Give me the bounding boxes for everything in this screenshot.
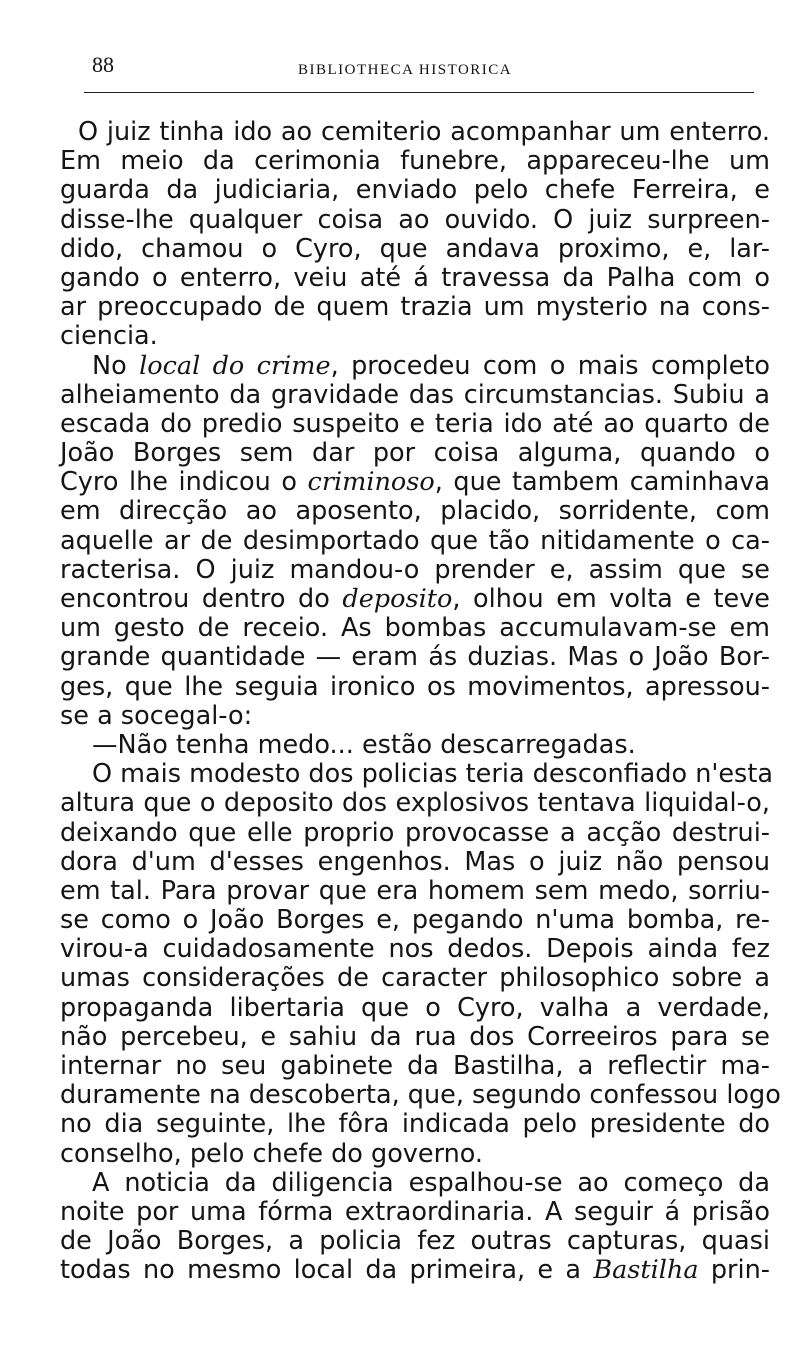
text-line: no dia seguinte, lhe fôra indicada pelo presidente do [60, 1109, 770, 1140]
text-line: João Borges sem dar por coisa alguma, quando o [60, 438, 770, 469]
text-span: prin- [698, 1255, 770, 1286]
italic-text: deposito [342, 584, 453, 614]
text-line: O juiz tinha ido ao cemiterio acompanhar um enterro. [78, 117, 770, 147]
text-line: não percebeu, e sahiu da rua dos Correeiros para se [60, 1021, 770, 1052]
text-line: aquelle ar de desimportado que tão nitidamente o ca- [60, 525, 770, 556]
text-line [60, 468, 770, 497]
text-line: em tal. Para provar que era homem sem medo, sorriu- [60, 875, 770, 906]
text-line: noite por uma fórma extraordinaria. A seguir á prisão [60, 1196, 770, 1227]
text-line: internar no seu gabinete da Bastilha, a reflectir ma- [60, 1051, 770, 1081]
text-line: dido, chamou o Cyro, que andava proximo, e, lar- [60, 233, 770, 264]
text-line [60, 585, 770, 614]
running-head: BIBLIOTHECA HISTORICA [298, 62, 513, 78]
text-line: escada do predio suspeito e teria ido até ao quarto de [60, 408, 770, 439]
paragraph-3 [60, 731, 770, 760]
paragraph-5 [60, 1169, 770, 1286]
text-span: Cyro lhe indicou o [60, 467, 308, 498]
text-line: virou-a cuidadosamente nos dedos. Depois ainda fez [60, 934, 770, 965]
paragraph-2 [60, 352, 770, 731]
text-line [60, 352, 770, 381]
text-line: propaganda libertaria que o Cyro, valha a verdade, [60, 992, 770, 1023]
text-line: se como o João Borges e, pegando n'uma bomba, re- [60, 905, 770, 936]
text-line: altura que o deposito dos explosivos tentava liquidal-o, [60, 788, 770, 819]
text-line: disse-lhe qualquer coisa ao ouvido. O juiz surpreen- [60, 204, 770, 235]
text-line: —Não tenha medo... estão descarregadas. [92, 729, 636, 760]
text-line: duramente na descoberta, que, segundo confessou logo [60, 1080, 781, 1111]
text-line: O mais modesto dos policias teria desconfiado n'esta [92, 759, 773, 790]
italic-text: Bastilha [593, 1255, 699, 1286]
paragraph-4 [60, 759, 781, 1169]
text-line: deixando que elle proprio provocasse a acção destrui- [60, 817, 770, 848]
text-span: todas no mesmo local da primeira, e a [60, 1255, 594, 1286]
text-line: dora d'um d'esses engenhos. Mas o juiz não pensou [60, 846, 770, 877]
text-span: encontrou dentro do [60, 584, 343, 614]
text-span: , olhou em volta e teve [452, 584, 770, 614]
italic-text: local do crime [139, 350, 331, 381]
text-line: ciencia. [60, 321, 158, 352]
text-line: racterisa. O juiz mandou-o prender e, assim que se [60, 554, 770, 585]
body-text [60, 117, 781, 1286]
text-line: guarda da judiciaria, enviado pelo chefe Ferreira, e [60, 175, 770, 206]
text-line: A noticia da diligencia espalhou-se ao começo da [92, 1167, 770, 1198]
text-line: ar preoccupado de quem trazia um mysterio na cons- [60, 292, 770, 323]
text-line: Em meio da cerimonia funebre, appareceu-lhe um [60, 146, 770, 177]
text-span: No [92, 350, 140, 381]
paragraph-1 [60, 118, 770, 352]
header-rule [84, 92, 754, 93]
italic-text: criminoso [307, 467, 435, 498]
text-line: grande quantidade — eram ás duzias. Mas o João Bor- [60, 642, 770, 673]
text-line: ges, que lhe seguia ironico os movimentos, apressou- [60, 671, 770, 702]
text-line: alheiamento da gravidade das circumstancias. Subiu a [60, 379, 770, 410]
text-line: um gesto de receio. As bombas accumulavam-se em [60, 613, 770, 644]
text-span: , que tambem caminhava [434, 467, 770, 498]
text-line: de João Borges, a policia fez outras capturas, quasi [60, 1226, 770, 1257]
page-header [84, 52, 754, 96]
text-line: se a socegal-o: [60, 700, 253, 731]
page-number: 88 [92, 52, 114, 77]
text-line: gando o enterro, veiu até á travessa da Palha com o [60, 262, 770, 293]
text-line [60, 1256, 770, 1285]
text-line: conselho, pelo chefe do governo. [60, 1138, 484, 1169]
text-span: , procedeu com o mais completo [330, 350, 770, 381]
text-line: umas considerações de caracter philosophico sobre a [60, 963, 770, 994]
text-line: em direcção ao aposento, placido, sorridente, com [60, 496, 770, 527]
